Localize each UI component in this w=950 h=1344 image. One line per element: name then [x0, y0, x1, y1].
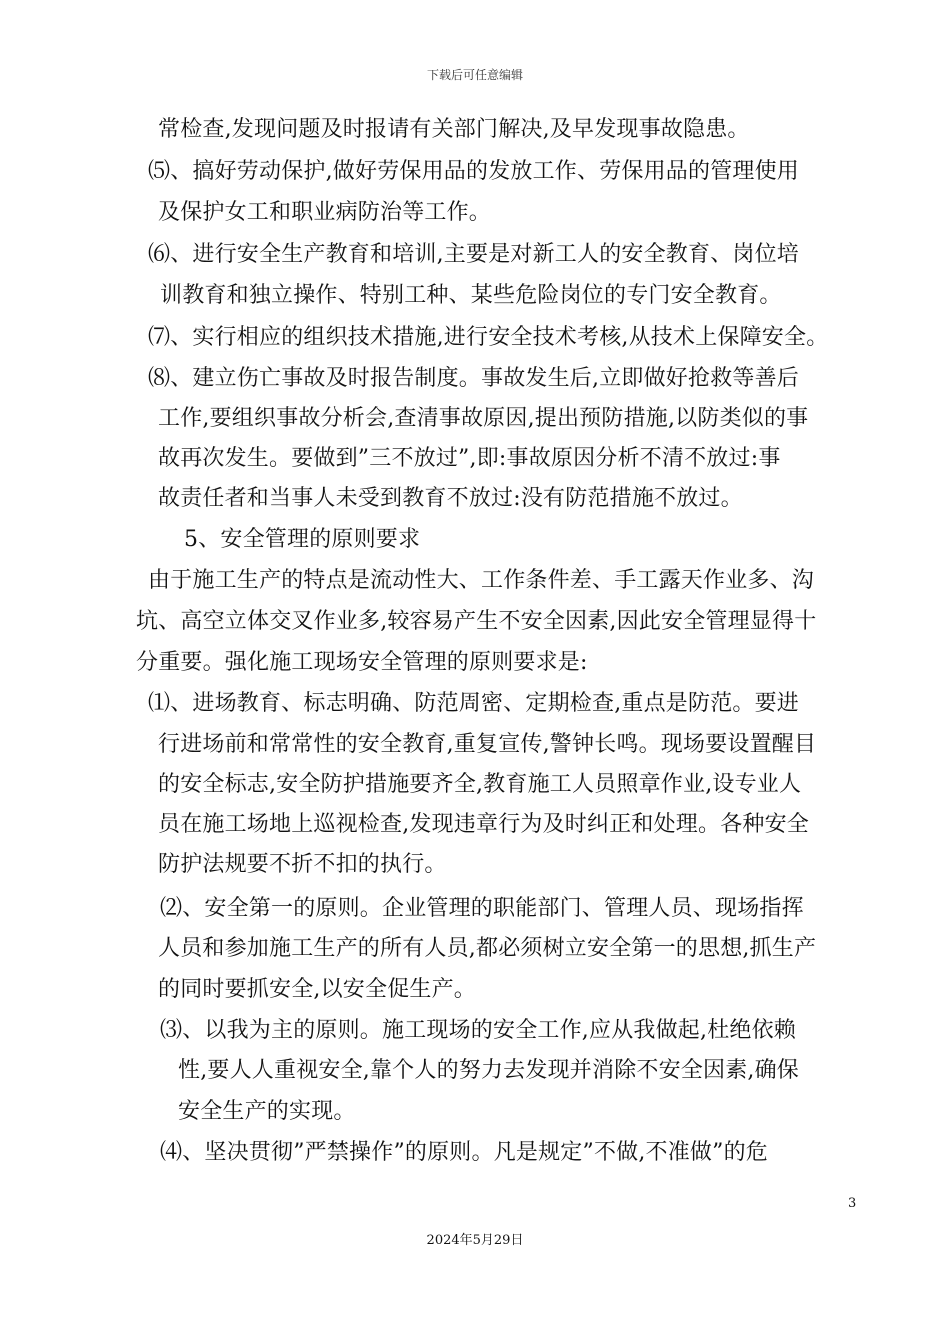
text-line: 坑、高空立体交叉作业多,较容易产生不安全因素,因此安全管理显得十: [136, 609, 817, 634]
text-line: 性,要人人重视安全,靠个人的努力去发现并消除不安全因素,确保: [178, 1058, 799, 1083]
text-line: 的安全标志,安全防护措施要齐全,教育施工人员照章作业,设专业人: [158, 772, 802, 797]
text-line: 故再次发生。要做到”三不放过”,即:事故原因分析不清不放过:事: [158, 446, 781, 471]
text-line: ⑺、实行相应的组织技术措施,进行安全技术考核,从技术上保障安全。: [148, 325, 829, 350]
text-line: 常检查,发现问题及时报请有关部门解决,及早发现事故隐患。: [158, 117, 750, 142]
text-line: 及保护女工和职业病防治等工作。: [158, 200, 492, 225]
text-line: 的同时要抓安全,以安全促生产。: [158, 977, 476, 1002]
text-line: 训教育和独立操作、特别工种、某些危险岗位的专门安全教育。: [160, 283, 782, 308]
text-line: 员在施工场地上巡视检查,发现违章行为及时纠正和处理。各种安全: [158, 812, 809, 837]
page-header: 下载后可任意编辑: [426, 68, 523, 82]
text-line: ⑹、进行安全生产教育和培训,主要是对新工人的安全教育、岗位培: [148, 242, 799, 267]
text-line: ⑻、建立伤亡事故及时报告制度。事故发生后,立即做好抢救等善后: [148, 366, 799, 391]
text-line: 工作,要组织事故分析会,查清事故原因,提出预防措施,以防类似的事: [158, 406, 809, 431]
text-line: 安全生产的实现。: [178, 1099, 356, 1124]
page-footer-date: 2024年5月29日: [426, 1233, 524, 1248]
text-line: ⑴、进场教育、标志明确、防范周密、定期检查,重点是防范。要进: [148, 691, 799, 716]
text-line: ⑶、以我为主的原则。施工现场的安全工作,应从我做起,杜绝依赖: [160, 1018, 796, 1043]
page-number: 3: [848, 1196, 857, 1211]
text-line: 行进场前和常常性的安全教育,重复宣传,警钟长鸣。现场要设置醒目: [158, 732, 817, 757]
text-line: 防护法规要不折不扣的执行。: [158, 852, 447, 877]
text-line: 由于施工生产的特点是流动性大、工作条件差、手工露天作业多、沟: [148, 568, 815, 593]
section-heading: 5、安全管理的原则要求: [184, 527, 421, 552]
text-line: ⑷、坚决贯彻”严禁操作”的原则。凡是规定”不做,不准做”的危: [160, 1140, 768, 1165]
text-line: 人员和参加施工生产的所有人员,都必须树立安全第一的思想,抓生产: [158, 936, 817, 961]
text-line: ⑵、安全第一的原则。企业管理的职能部门、管理人员、现场指挥: [160, 896, 804, 921]
text-line: 故责任者和当事人未受到教育不放过:没有防范措施不放过。: [158, 486, 743, 511]
text-line: ⑸、搞好劳动保护,做好劳保用品的发放工作、劳保用品的管理使用: [148, 159, 799, 184]
text-line: 分重要。强化施工现场安全管理的原则要求是:: [136, 650, 588, 675]
